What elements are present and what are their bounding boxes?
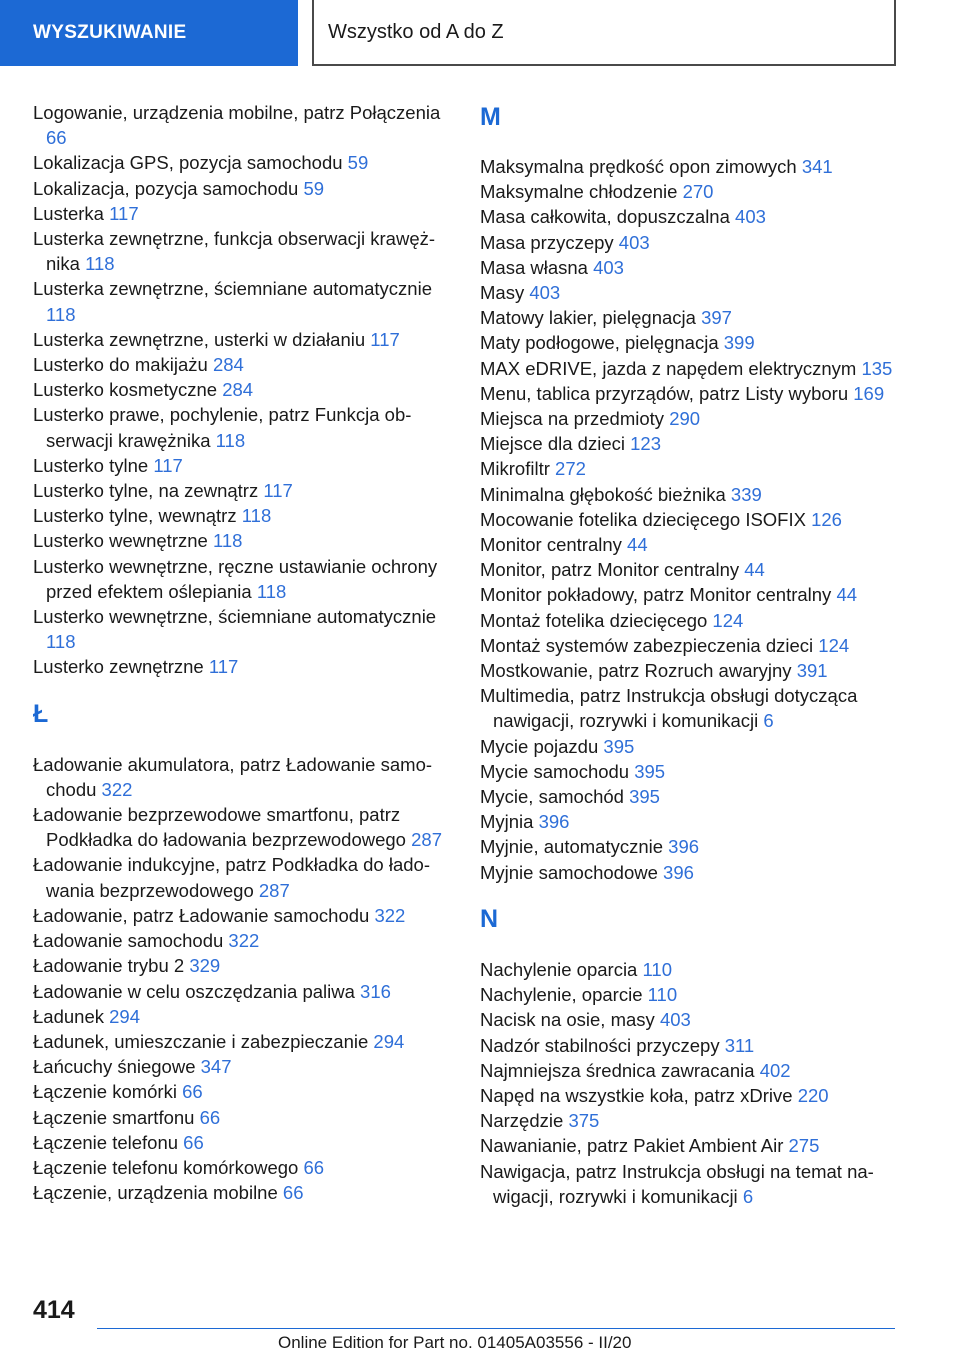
- page-reference-link[interactable]: 403: [735, 206, 766, 228]
- edition-footer: Online Edition for Part no. 01405A03556 - II/20: [278, 1333, 632, 1352]
- index-entry: [33, 327, 453, 352]
- index-entry-text: Monitor pokładowy, patrz Monitor centralny: [480, 584, 832, 606]
- page-reference-link[interactable]: 66: [183, 1131, 204, 1153]
- index-entry-text: Lusterko zewnętrzne: [33, 656, 204, 678]
- index-entry: [33, 176, 453, 201]
- section-tab[interactable]: WYSZUKIWANIE: [0, 0, 298, 66]
- page-reference-link[interactable]: 118: [241, 505, 272, 527]
- index-entry: [33, 1004, 453, 1029]
- index-entry: [480, 154, 900, 179]
- page-reference-link[interactable]: 311: [724, 1034, 755, 1056]
- index-entry-text: Ładowanie akumulatora, patrz Ładowanie samochodu: [33, 753, 433, 800]
- index-entry: [33, 453, 453, 478]
- index-entry-text: Maty podłogowe, pielęgnacja: [480, 332, 719, 354]
- page-reference-link[interactable]: 118: [256, 580, 287, 602]
- index-entry: [480, 456, 900, 481]
- index-entry: [480, 507, 900, 532]
- page-reference-link[interactable]: 220: [797, 1084, 829, 1106]
- index-entry-text: Maksymalna prędkość opon zimowych: [480, 156, 797, 177]
- index-entry-text: Masa własna: [480, 256, 588, 278]
- page-reference-link[interactable]: 284: [212, 354, 244, 376]
- index-entry: [480, 957, 900, 982]
- index-entry-text: Lusterko wewnętrzne, ręczne ustawianie ochrony przed efektem oślepiania: [33, 555, 438, 602]
- index-entry: [480, 482, 900, 507]
- page-reference-link[interactable]: 287: [258, 879, 290, 901]
- index-entry: [480, 734, 900, 759]
- page-reference-link[interactable]: 118: [46, 631, 76, 653]
- index-entry: [33, 503, 453, 528]
- page-reference-link[interactable]: 322: [101, 778, 133, 800]
- page-reference-link[interactable]: 118: [215, 429, 246, 451]
- index-entry-text: Ładowanie, patrz Ładowanie samochodu: [33, 904, 370, 926]
- index-entry-text: Myjnie samochodowe: [480, 861, 658, 883]
- page-reference-link[interactable]: 270: [682, 181, 714, 203]
- index-letter-heading: Ł: [33, 699, 49, 728]
- index-entry-text: Lusterko wewnętrzne, ściemniane automatycznie: [33, 606, 437, 628]
- page-number: 414: [33, 1296, 75, 1324]
- index-entry-text: Lusterko tylne, wewnątrz: [33, 505, 237, 527]
- index-entry: [480, 759, 900, 784]
- page-reference-link[interactable]: 403: [529, 282, 561, 304]
- index-entry-text: Ładowanie bezprzewodowe smartfonu, patrz Podkładka do ładowania bezprzewodowego: [33, 804, 406, 851]
- page-reference-link[interactable]: 290: [669, 408, 701, 430]
- index-entry-text: MAX eDRIVE, jazda z napędem elektrycznym: [480, 357, 857, 379]
- index-entry-text: Miejsca na przedmioty: [480, 408, 665, 430]
- index-entry: [480, 532, 900, 557]
- index-entry-text: Nachylenie oparcia: [480, 958, 638, 980]
- page-reference-link[interactable]: 397: [701, 307, 732, 329]
- index-entry-text: Masa przyczepy: [480, 231, 614, 253]
- index-entry: [33, 903, 453, 928]
- index-entry-text: Łączenie telefonu komórkowego: [33, 1156, 299, 1178]
- index-column-right: [480, 100, 900, 1209]
- index-entry: [480, 406, 900, 431]
- index-entry-text: Najmniejsza średnica zawracania: [480, 1059, 755, 1081]
- index-entry: [480, 608, 900, 633]
- index-entry-text: Ładowanie w celu oszczędzania paliwa: [33, 980, 355, 1002]
- index-entry-text: Nacisk na osie, masy: [480, 1009, 655, 1031]
- index-entry: [33, 276, 453, 326]
- index-entry: [480, 356, 900, 381]
- index-entry: [480, 305, 900, 330]
- index-entry-text: Lusterko tylne: [33, 454, 149, 476]
- index-entry: [480, 204, 900, 229]
- index-entry: [480, 1159, 900, 1209]
- index-entry-text: Nadzór stabilności przyczepy: [480, 1034, 720, 1056]
- footer-divider: [97, 1328, 895, 1329]
- index-entry-text: Ładowanie trybu 2: [33, 955, 185, 977]
- index-entry-text: Masy: [480, 282, 525, 304]
- index-entry-text: Miejsce dla dzieci: [480, 433, 625, 455]
- page-title: Wszystko od A do Z: [312, 0, 896, 66]
- index-entry-text: Łączenie smartfonu: [33, 1106, 195, 1128]
- index-entry: [480, 658, 900, 683]
- page-reference-link[interactable]: 399: [723, 332, 755, 354]
- index-entry: [33, 852, 453, 902]
- index-entry: [33, 528, 453, 553]
- page-reference-link[interactable]: 59: [303, 177, 325, 199]
- page-reference-link[interactable]: 322: [374, 904, 406, 926]
- page-reference-link[interactable]: 117: [208, 656, 239, 678]
- page-reference-link[interactable]: 275: [788, 1135, 820, 1157]
- page-reference-link[interactable]: 44: [627, 534, 648, 556]
- index-entry-text: Lusterko wewnętrzne: [33, 530, 208, 552]
- index-entry-text: Ładowanie indukcyjne, patrz Podkładka do ładowania bezprzewodowego: [33, 854, 430, 901]
- index-entry-text: Nawigacja, patrz Instrukcja obsługi na temat nawigacji, rozrywki i komunikacji: [480, 1160, 874, 1207]
- index-entry-text: Matowy lakier, pielęgnacja: [480, 307, 696, 329]
- page-reference-link[interactable]: 341: [801, 156, 833, 177]
- index-entry: [480, 1033, 900, 1058]
- index-entry: [480, 230, 900, 255]
- index-entry: [33, 1155, 453, 1180]
- index-entry: [480, 1058, 900, 1083]
- page-reference-link[interactable]: 169: [853, 382, 885, 404]
- index-group-l-stroke: [33, 752, 453, 1206]
- page-reference-link[interactable]: 272: [555, 458, 586, 480]
- page-reference-link[interactable]: 395: [629, 786, 660, 808]
- index-entry-text: Lokalizacja, pozycja samochodu: [33, 177, 299, 199]
- index-entry: [480, 1083, 900, 1108]
- index-group-m: [480, 154, 900, 885]
- page-reference-link[interactable]: 135: [861, 357, 893, 379]
- index-entry-text: Lusterko tylne, na zewnątrz: [33, 480, 259, 502]
- index-entry: [33, 802, 453, 852]
- page-reference-link[interactable]: 294: [373, 1030, 405, 1052]
- index-entry: [33, 1079, 453, 1104]
- index-entry-text: Monitor, patrz Monitor centralny: [480, 559, 740, 581]
- index-entry-text: Nachylenie, oparcie: [480, 984, 643, 1006]
- index-entry: [480, 431, 900, 456]
- page-reference-link[interactable]: 117: [263, 480, 293, 502]
- page-reference-link[interactable]: 403: [593, 256, 624, 278]
- page-reference-link[interactable]: 118: [46, 303, 76, 325]
- index-entry-text: Monitor centralny: [480, 534, 622, 556]
- index-entry: [480, 683, 900, 733]
- index-letter-heading: N: [480, 904, 499, 933]
- index-entry-text: Nawanianie, patrz Pakiet Ambient Air: [480, 1135, 784, 1157]
- page-reference-link[interactable]: 66: [182, 1081, 203, 1103]
- page-reference-link[interactable]: 395: [603, 735, 635, 757]
- index-entry-text: Montaż systemów zabezpieczenia dzieci: [480, 634, 814, 656]
- index-entry: [480, 834, 900, 859]
- index-entry-text: Lokalizacja GPS, pozycja samochodu: [33, 152, 343, 174]
- index-group-n: [480, 957, 900, 1209]
- page-reference-link[interactable]: 124: [712, 609, 744, 631]
- index-entry: [33, 226, 453, 276]
- index-entry: [480, 582, 900, 607]
- page-reference-link[interactable]: 395: [634, 760, 666, 782]
- index-entry: [33, 1105, 453, 1130]
- index-entry: [33, 953, 453, 978]
- page-reference-link[interactable]: 396: [668, 836, 700, 858]
- page-reference-link[interactable]: 375: [568, 1110, 600, 1132]
- index-entry: [33, 402, 453, 452]
- page-reference-link[interactable]: 396: [538, 811, 570, 833]
- page-reference-link[interactable]: 118: [212, 530, 243, 552]
- page-reference-link[interactable]: 6: [763, 710, 774, 732]
- index-entry: [480, 381, 900, 406]
- index-entry-text: Menu, tablica przyrządów, patrz Listy wyboru: [480, 382, 849, 404]
- index-entry-text: Lusterka zewnętrzne, funkcja obserwacji krawężnika: [33, 228, 436, 275]
- index-entry: [480, 1007, 900, 1032]
- index-entry: [33, 1054, 453, 1079]
- index-entry-text: Montaż fotelika dziecięcego: [480, 609, 708, 631]
- index-entry-text: Myjnie, automatycznie: [480, 836, 664, 858]
- index-entry: [480, 633, 900, 658]
- index-entry: [480, 809, 900, 834]
- page-reference-link[interactable]: 396: [663, 861, 694, 883]
- index-entry-text: Maksymalne chłodzenie: [480, 181, 678, 203]
- page-reference-link[interactable]: 316: [360, 980, 391, 1002]
- index-entry: [33, 604, 453, 654]
- index-entry-text: Łączenie, urządzenia mobilne: [33, 1182, 278, 1204]
- page-reference-link[interactable]: 117: [109, 202, 139, 224]
- page-reference-link[interactable]: 66: [282, 1182, 304, 1204]
- page-reference-link[interactable]: 117: [370, 328, 400, 350]
- index-entry-text: Lusterko do makijażu: [33, 354, 208, 376]
- index-entry: [480, 179, 900, 204]
- page-reference-link[interactable]: 126: [811, 508, 842, 530]
- index-entry: [33, 654, 453, 679]
- index-entry: [480, 1108, 900, 1133]
- index-entry-text: Lusterko prawe, pochylenie, patrz Funkcja obserwacji krawężnika: [33, 404, 412, 451]
- index-entry-text: Mocowanie fotelika dziecięcego ISOFIX: [480, 508, 806, 530]
- index-entry-text: Ładowanie samochodu: [33, 930, 224, 952]
- index-entry: [33, 554, 453, 604]
- index-entry-text: Lusterka: [33, 202, 104, 224]
- index-entry: [33, 100, 453, 150]
- page-reference-link[interactable]: 66: [303, 1156, 325, 1178]
- page-reference-link[interactable]: 110: [642, 958, 672, 980]
- page-reference-link[interactable]: 391: [796, 660, 828, 682]
- index-entry: [33, 478, 453, 503]
- index-entry: [480, 1133, 900, 1158]
- index-entry-text: Masa całkowita, dopuszczalna: [480, 206, 730, 228]
- index-entry-text: Lusterka zewnętrzne, ściemniane automatycznie: [33, 278, 432, 300]
- index-entry-text: Lusterko kosmetyczne: [33, 379, 218, 401]
- page-reference-link[interactable]: 347: [200, 1056, 232, 1078]
- page-reference-link[interactable]: 287: [411, 829, 442, 851]
- index-entry: [480, 255, 900, 280]
- index-entry-text: Łączenie telefonu: [33, 1131, 179, 1153]
- page-reference-link[interactable]: 402: [759, 1059, 791, 1081]
- index-group-l: [33, 100, 453, 680]
- index-entry: [33, 150, 453, 175]
- header-bar: [0, 0, 960, 66]
- page-reference-link[interactable]: 59: [347, 152, 369, 174]
- index-entry: [480, 982, 900, 1007]
- page-reference-link[interactable]: 284: [222, 379, 254, 401]
- page-reference-link[interactable]: 403: [618, 231, 650, 253]
- index-entry-text: Narzędzie: [480, 1110, 564, 1132]
- index-entry-text: Mycie samochodu: [480, 760, 630, 782]
- page-reference-link[interactable]: 66: [199, 1106, 221, 1128]
- index-entry: [480, 280, 900, 305]
- index-entry-text: Ładunek: [33, 1005, 104, 1027]
- index-entry: [480, 784, 900, 809]
- index-entry-text: Mycie pojazdu: [480, 735, 599, 757]
- index-letter-heading: M: [480, 103, 501, 131]
- index-entry: [33, 928, 453, 953]
- page-reference-link[interactable]: 403: [659, 1009, 691, 1031]
- index-entry-text: Logowanie, urządzenia mobilne, patrz Połączenia: [33, 102, 441, 123]
- page-reference-link[interactable]: 123: [630, 433, 661, 455]
- index-entry-text: Myjnia: [480, 811, 534, 833]
- index-entry: [480, 557, 900, 582]
- index-entry: [33, 1180, 453, 1205]
- index-entry-text: Ładunek, umieszczanie i zabezpieczanie: [33, 1030, 369, 1052]
- page-reference-link[interactable]: 294: [109, 1005, 140, 1027]
- index-entry-text: Łańcuchy śniegowe: [33, 1056, 196, 1078]
- index-entry: [480, 860, 900, 885]
- index-entry: [33, 979, 453, 1004]
- index-entry-text: Minimalna głębokość bieżnika: [480, 483, 726, 505]
- page-reference-link[interactable]: 110: [647, 984, 678, 1006]
- page-reference-link[interactable]: 124: [818, 634, 850, 656]
- index-entry: [33, 752, 453, 802]
- index-entry-text: Lusterka zewnętrzne, usterki w działaniu: [33, 328, 366, 350]
- page-reference-link[interactable]: 329: [189, 955, 221, 977]
- index-entry: [33, 1130, 453, 1155]
- index-entry: [33, 201, 453, 226]
- index-entry-text: Mostkowanie, patrz Rozruch awaryjny: [480, 660, 792, 682]
- page-reference-link[interactable]: 339: [730, 483, 762, 505]
- page-reference-link[interactable]: 66: [46, 127, 67, 149]
- page-reference-link[interactable]: 322: [228, 930, 260, 952]
- index-entry-text: Mycie, samochód: [480, 786, 624, 808]
- page-reference-link[interactable]: 44: [836, 584, 858, 606]
- page-reference-link[interactable]: 6: [742, 1185, 754, 1207]
- index-entry: [33, 1029, 453, 1054]
- index-column-left: [33, 100, 453, 1205]
- page-reference-link[interactable]: 117: [153, 454, 183, 476]
- index-entry-text: Multimedia, patrz Instrukcja obsługi dotycząca nawigacji, rozrywki i komunikacji: [480, 685, 858, 732]
- index-entry: [33, 352, 453, 377]
- page-reference-link[interactable]: 118: [85, 253, 115, 275]
- index-entry-text: Łączenie komórki: [33, 1081, 177, 1103]
- index-entry-text: Napęd na wszystkie koła, patrz xDrive: [480, 1084, 793, 1106]
- page-reference-link[interactable]: 44: [744, 559, 765, 581]
- index-entry: [480, 330, 900, 355]
- index-entry: [33, 377, 453, 402]
- index-entry-text: Mikrofiltr: [480, 458, 550, 480]
